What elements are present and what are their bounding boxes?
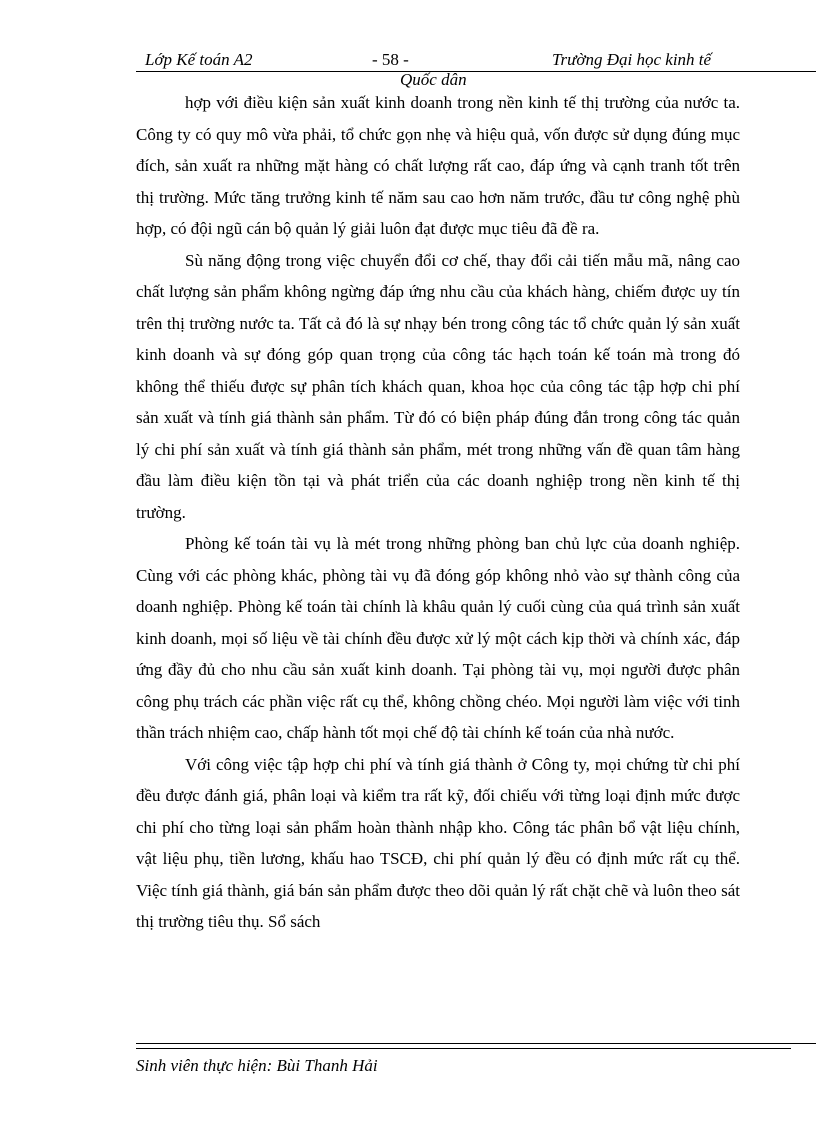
- footer-student-name: Sinh viên thực hiện: Bùi Thanh Hải: [136, 1056, 378, 1075]
- header-page-number: - 58 -: [372, 50, 409, 69]
- document-body: [136, 87, 740, 938]
- footer-divider-bottom: [136, 1048, 791, 1049]
- header-divider: [136, 71, 816, 72]
- paragraph-4: Với công việc tập hợp chi phí và tính giá thành ở Công ty, mọi chứng từ chi phí đều được đánh giá, phân loại và kiểm tra rất kỹ, đối chiếu với từng loại định mức được chi phí cho từng loại sản phẩm hoàn thành nhập kho. Công tác phân bổ vật liệu chính, vật liệu phụ, tiền lương, khấu hao TSCĐ, chi phí quản lý đều có định mức rất cụ thể. Việc tính giá thành, giá bán sản phẩm được theo dõi quản lý rất chặt chẽ và luôn theo sát thị trường tiêu thụ. Sổ sách: [136, 754, 740, 931]
- header-class-name: Lớp Kế toán A2: [145, 50, 253, 69]
- paragraph-1: hợp với điều kiện sản xuất kinh doanh trong nền kinh tế thị trường của nước ta. Công ty có quy mô vừa phải, tổ chức gọn nhẹ và hiệu quả, vốn được sử dụng đúng mục đích, sản xuất ra những mặt hàng có chất lượng rất cao, đáp ứng và cạnh tranh tốt trên thị trường. Mức tăng trưởng kinh tế năm sau cao hơn năm trước, đầu tư công nghệ phù hợp, có đội ngũ cán bộ quản lý giải luôn đạt được mục tiêu đã đề ra.: [136, 93, 740, 238]
- paragraph-3: Phòng kế toán tài vụ là mét trong những phòng ban chủ lực của doanh nghiệp. Cùng với các phòng khác, phòng tài vụ đã đóng góp không nhỏ vào sự thành công của doanh nghiệp. Phòng kế toán tài chính là khâu quản lý cuối cùng của quá trình sản xuất kinh doanh, mọi số liệu về tài chính đều được xử lý một cách kịp thời và chính xác, đáp ứng đầy đủ cho nhu cầu sản xuất kinh doanh. Tại phòng tài vụ, mọi người được phân công phụ trách các phần việc rất cụ thể, không chồng chéo. Mọi người làm việc với tinh thần trách nhiệm cao, chấp hành tốt mọi chế độ tài chính kế toán của nhà nước.: [136, 534, 740, 742]
- header-school-name: Trường Đại học kinh tế: [552, 50, 712, 69]
- paragraph-2: Sù năng động trong việc chuyển đổi cơ chế, thay đổi cải tiến mẫu mã, nâng cao chất lượng sản phẩm không ngừng đáp ứng nhu cầu của khách hàng, chiếm được uy tín trên thị trường nước ta. Tất cả đó là sự nhạy bén trong công tác tổ chức quản lý sản xuất kinh doanh và sự đóng góp quan trọng của công tác hạch toán kế toán mà trong đó không thể thiếu được sự phân tích khách quan, khoa học của công tác tập hợp chi phí sản xuất và tính giá thành sản phẩm. Từ đó có biện pháp đúng đắn trong công tác quản lý chi phí sản xuất và tính giá thành sản phẩm, mét trong những vấn đề quan tâm hàng đầu làm điều kiện tồn tại và phát triển của các doanh nghiệp trong nền kinh tế thị trường.: [136, 250, 740, 522]
- header-school-name-continued: Quốc dân: [400, 70, 467, 89]
- footer-divider-top: [136, 1043, 816, 1044]
